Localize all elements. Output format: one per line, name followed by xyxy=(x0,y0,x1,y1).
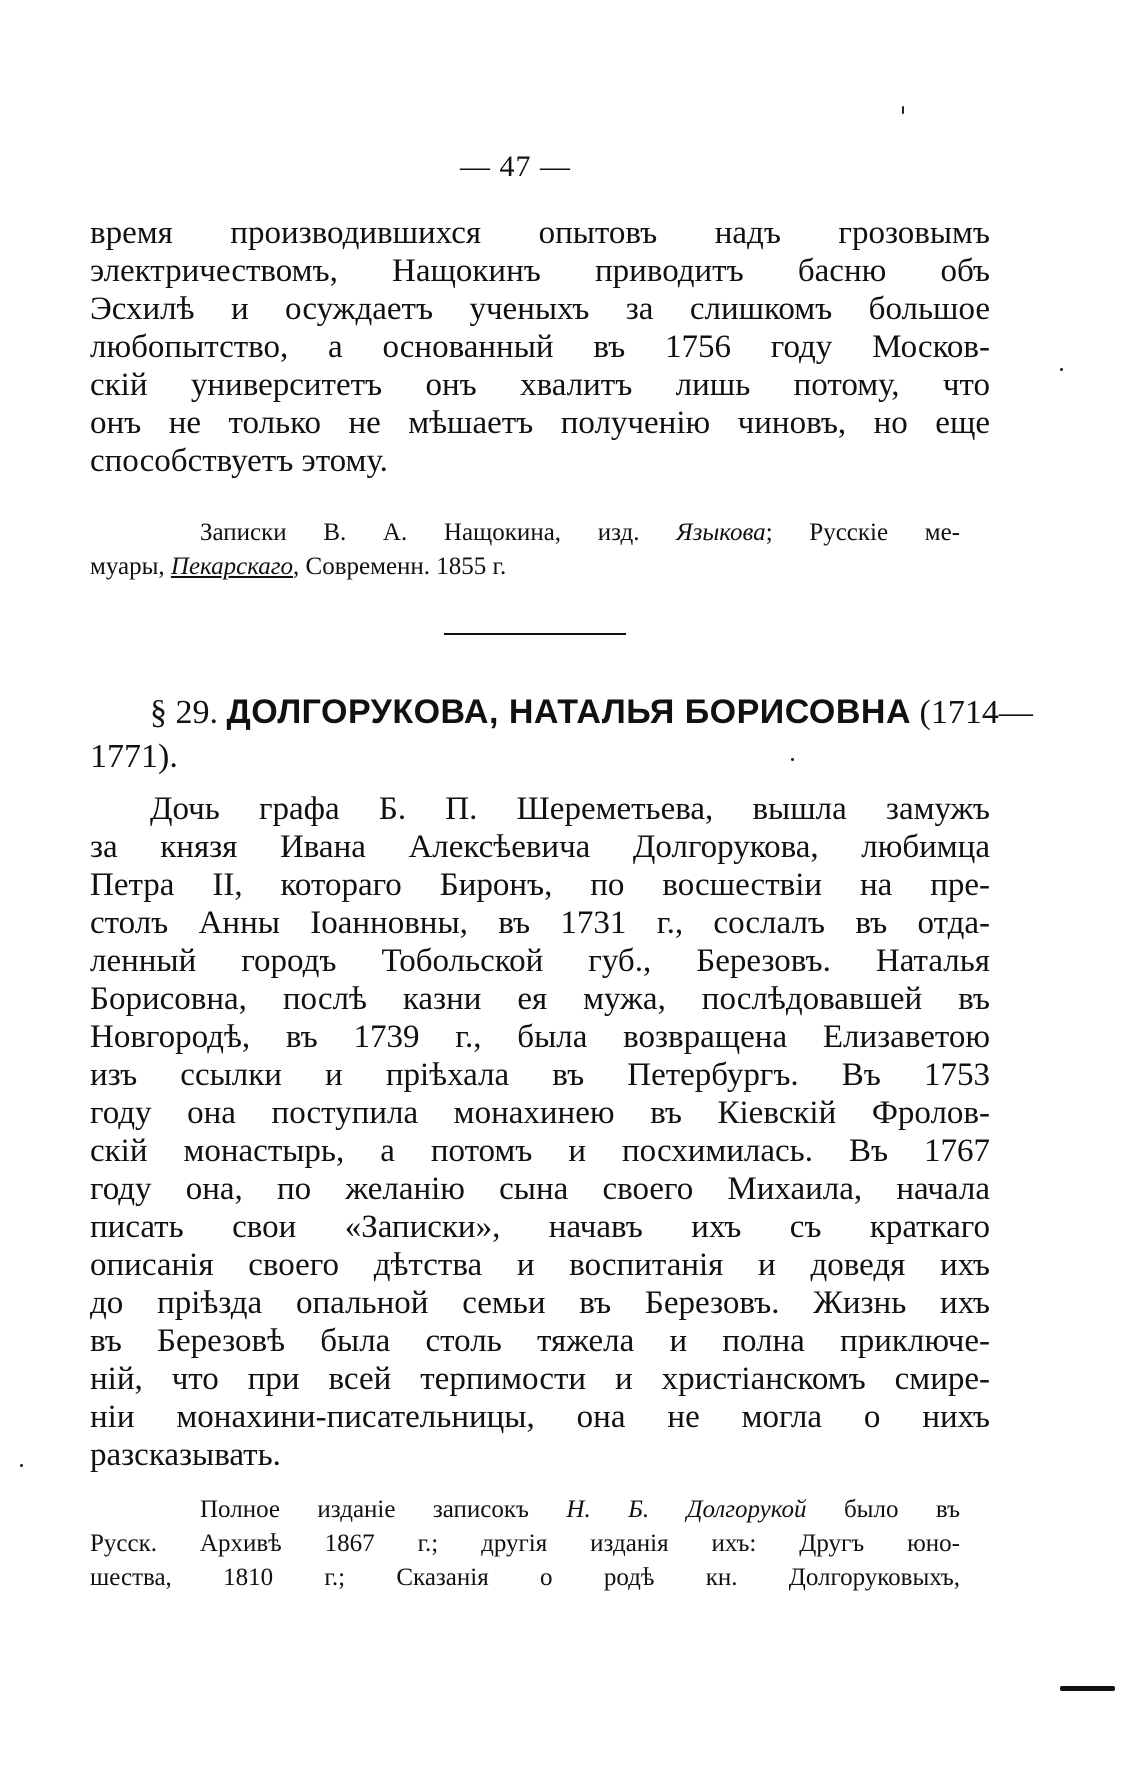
text-line: году она, по желанію сына своего Михаила, начала xyxy=(90,1171,990,1207)
section-heading xyxy=(90,690,1033,779)
text-line: электричествомъ, Нащокинъ приводитъ басню объ xyxy=(90,253,990,289)
note-line xyxy=(200,1493,960,1527)
note-line xyxy=(90,550,960,584)
note-text: муары, xyxy=(90,553,171,580)
text-line: писать свои «Записки», начавъ ихъ съ краткаго xyxy=(90,1209,990,1245)
source-note-1 xyxy=(90,516,960,584)
text-line: Борисовна, послѣ казни ея мужа, послѣдовавшей въ xyxy=(90,981,990,1017)
section-number: § 29. xyxy=(150,694,218,731)
section-years-start: (1714— xyxy=(919,694,1033,731)
text-line: любопытство, а основанный въ 1756 году Москов- xyxy=(90,329,990,365)
scan-speck xyxy=(902,106,904,114)
text-line: Дочь графа Б. П. Шереметьева, вышла замужъ xyxy=(150,791,990,827)
note-line: шества, 1810 г.; Сказанія о родѣ кн. Долгоруковыхъ, xyxy=(90,1564,960,1591)
text-line: время производившихся опытовъ надъ грозовымъ xyxy=(90,215,990,251)
main-paragraph xyxy=(90,790,990,1474)
top-paragraph xyxy=(90,214,990,480)
note-line xyxy=(200,516,960,550)
text-line: скій университетъ онъ хвалитъ лишь потому, что xyxy=(90,367,990,403)
note-text: ; Русскіе ме- xyxy=(765,519,960,546)
section-years-end: 1771). xyxy=(90,738,178,775)
section-divider xyxy=(444,633,626,635)
note-text: было въ xyxy=(806,1496,961,1523)
text-line: ленный городъ Тобольской губ., Березовъ. Наталья xyxy=(90,943,990,979)
text-line: описанія своего дѣтства и воспитанія и доведя ихъ xyxy=(90,1247,990,1283)
text-line: скій монастырь, а потомъ и посхимилась. Въ 1767 xyxy=(90,1133,990,1169)
text-line: ній, что при всей терпимости и христіанскомъ смире- xyxy=(90,1361,990,1397)
text-line: до пріѣзда опальной семьи въ Березовъ. Жизнь ихъ xyxy=(90,1285,990,1321)
text-line: ніи монахини-писательницы, она не могла о нихъ xyxy=(90,1399,990,1435)
source-note-2 xyxy=(90,1493,961,1595)
note-text: Записки В. А. Нащокина, изд. xyxy=(200,519,677,546)
note-text: Полное изданіе записокъ xyxy=(200,1496,567,1523)
text-line: году она поступила монахинею въ Кіевскій Фролов- xyxy=(90,1095,990,1131)
text-line: столъ Анны Іоанновны, въ 1731 г., сослалъ въ отда- xyxy=(90,905,990,941)
section-title: ДОЛГОРУКОВА, НАТАЛЬЯ БОРИСОВНА xyxy=(226,693,912,731)
scan-speck xyxy=(20,1464,23,1467)
note-italic: Пекарскаго xyxy=(170,553,294,580)
text-line: разсказывать. xyxy=(90,1437,281,1473)
text-line: изъ ссылки и пріѣхала въ Петербургъ. Въ 1753 xyxy=(90,1057,990,1093)
text-line: онъ не только не мѣшаетъ полученію чиновъ, но еще xyxy=(90,405,990,441)
note-text: , Современн. 1855 г. xyxy=(293,553,507,580)
text-line: за князя Ивана Алексѣевича Долгорукова, любимца xyxy=(90,829,990,865)
text-line: въ Березовѣ была столь тяжела и полна приключе- xyxy=(90,1323,990,1359)
scan-mark xyxy=(1060,1686,1115,1691)
text-line: Петра II, котораго Биронъ, по восшествіи на пре- xyxy=(90,867,990,903)
text-line: Эсхилѣ и осуждаетъ ученыхъ за слишкомъ большое xyxy=(90,291,990,327)
scan-speck xyxy=(791,758,794,761)
scan-speck xyxy=(1060,368,1063,371)
note-line: Русск. Архивѣ 1867 г.; другія изданія ихъ: Другъ юно- xyxy=(90,1530,960,1557)
text-line: Новгородѣ, въ 1739 г., была возвращена Елизаветою xyxy=(90,1019,990,1055)
text-line: способствуетъ этому. xyxy=(90,443,388,479)
note-italic: Н. Б. Долгорукой xyxy=(566,1496,807,1523)
note-italic: Языкова xyxy=(676,519,766,546)
page-number: — 47 — xyxy=(460,150,571,183)
